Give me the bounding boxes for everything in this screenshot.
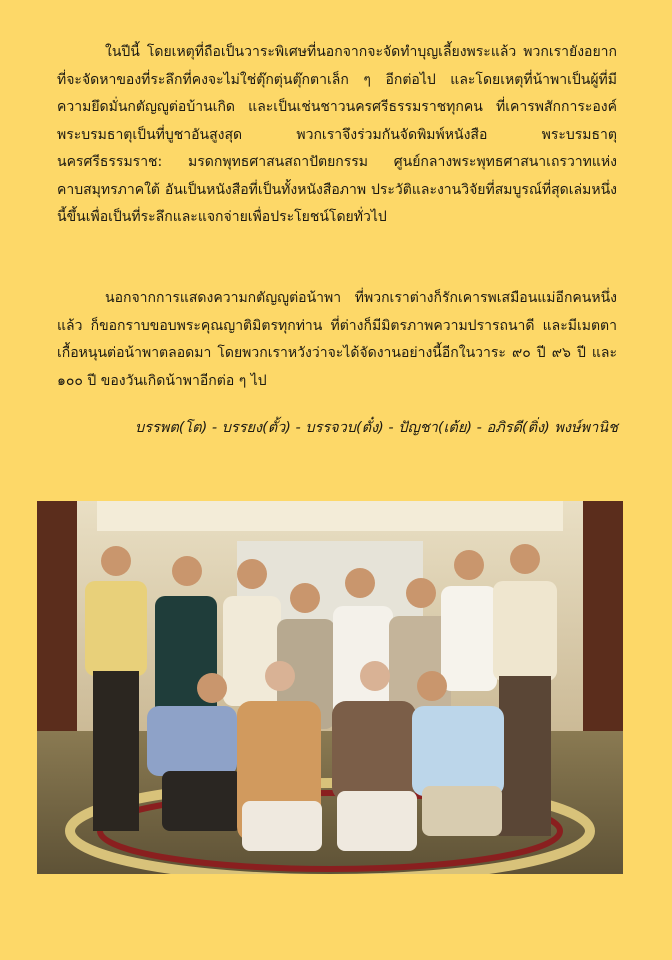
group-photo-icon <box>37 501 623 874</box>
paragraph-1-text: ในปีนี้ โดยเหตุที่ถือเป็นวาระพิเศษที่นอกจากจะจัดทำบุญเลี้ยงพระแล้ว พวกเรายังอยากที่จะจัดหาของที่ระลึกที่คงจะไม่ใช่ตุ๊กตุ่นตุ๊กตาเล็ก ๆ อีกต่อไป และโดยเหตุที่น้าพาเป็นผู้ที่มีความยึดมั่นกตัญญูต่อบ้านเกิด และเป็นเช่นชาวนครศรีธรรมราชทุกคน ที่เคารพสักการะองค์พระบรมธาตุเป็นที่บูชาอันสูงสุด พวกเราจึงร่วมกันจัดพิมพ์หนังสือ พระบรมธาตุนครศรีธรรมราช: มรดกพุทธศาสนสถาปัตยกรรม ศูนย์กลางพระพุทธศาสนาเถรวาทแห่งคาบสมุทรภาคใต้ อันเป็นหนังสือที่เป็นทั้งหนังสือภาพ ประวัติและงานวิจัยที่สมบูรณ์ที่สุดเล่มหนึ่งนี้ขึ้นเพื่อเป็นที่ระลึกและแจกจ่ายเพื่อประโยชน์โดยทั่วไป <box>57 44 617 225</box>
ceiling <box>97 501 563 531</box>
pillar-right <box>583 501 623 741</box>
signature-line: บรรพต(โต) - บรรยง(ตั้ว) - บรรจวบ(ตั๋ง) - ปัญชา(เต้ย) - อภิรดี(ติ่ง) พงษ์พานิช <box>134 420 618 436</box>
paragraph-1 <box>57 39 617 232</box>
paragraph-2 <box>57 285 617 395</box>
paragraph-2-text: นอกจากการแสดงความกตัญญูต่อน้าพา ที่พวกเราต่างก็รักเคารพเสมือนแม่อีกคนหนึ่งแล้ว ก็ขอกราบขอบพระคุณญาติมิตรทุกท่าน ที่ต่างก็มีมิตรภาพความปรารถนาดี และมีเมตตาเกื้อหนุนต่อน้าพาตลอดมา โดยพวกเราหวังว่าจะได้จัดงานอย่างนี้อีกในวาระ ๙๐ ปี ๙๖ ปี และ ๑๐๐ ปี ของวันเกิดน้าพาอีกต่อ ๆ ไป <box>57 290 617 389</box>
pillar-left <box>37 501 77 741</box>
group-photo <box>37 501 623 874</box>
